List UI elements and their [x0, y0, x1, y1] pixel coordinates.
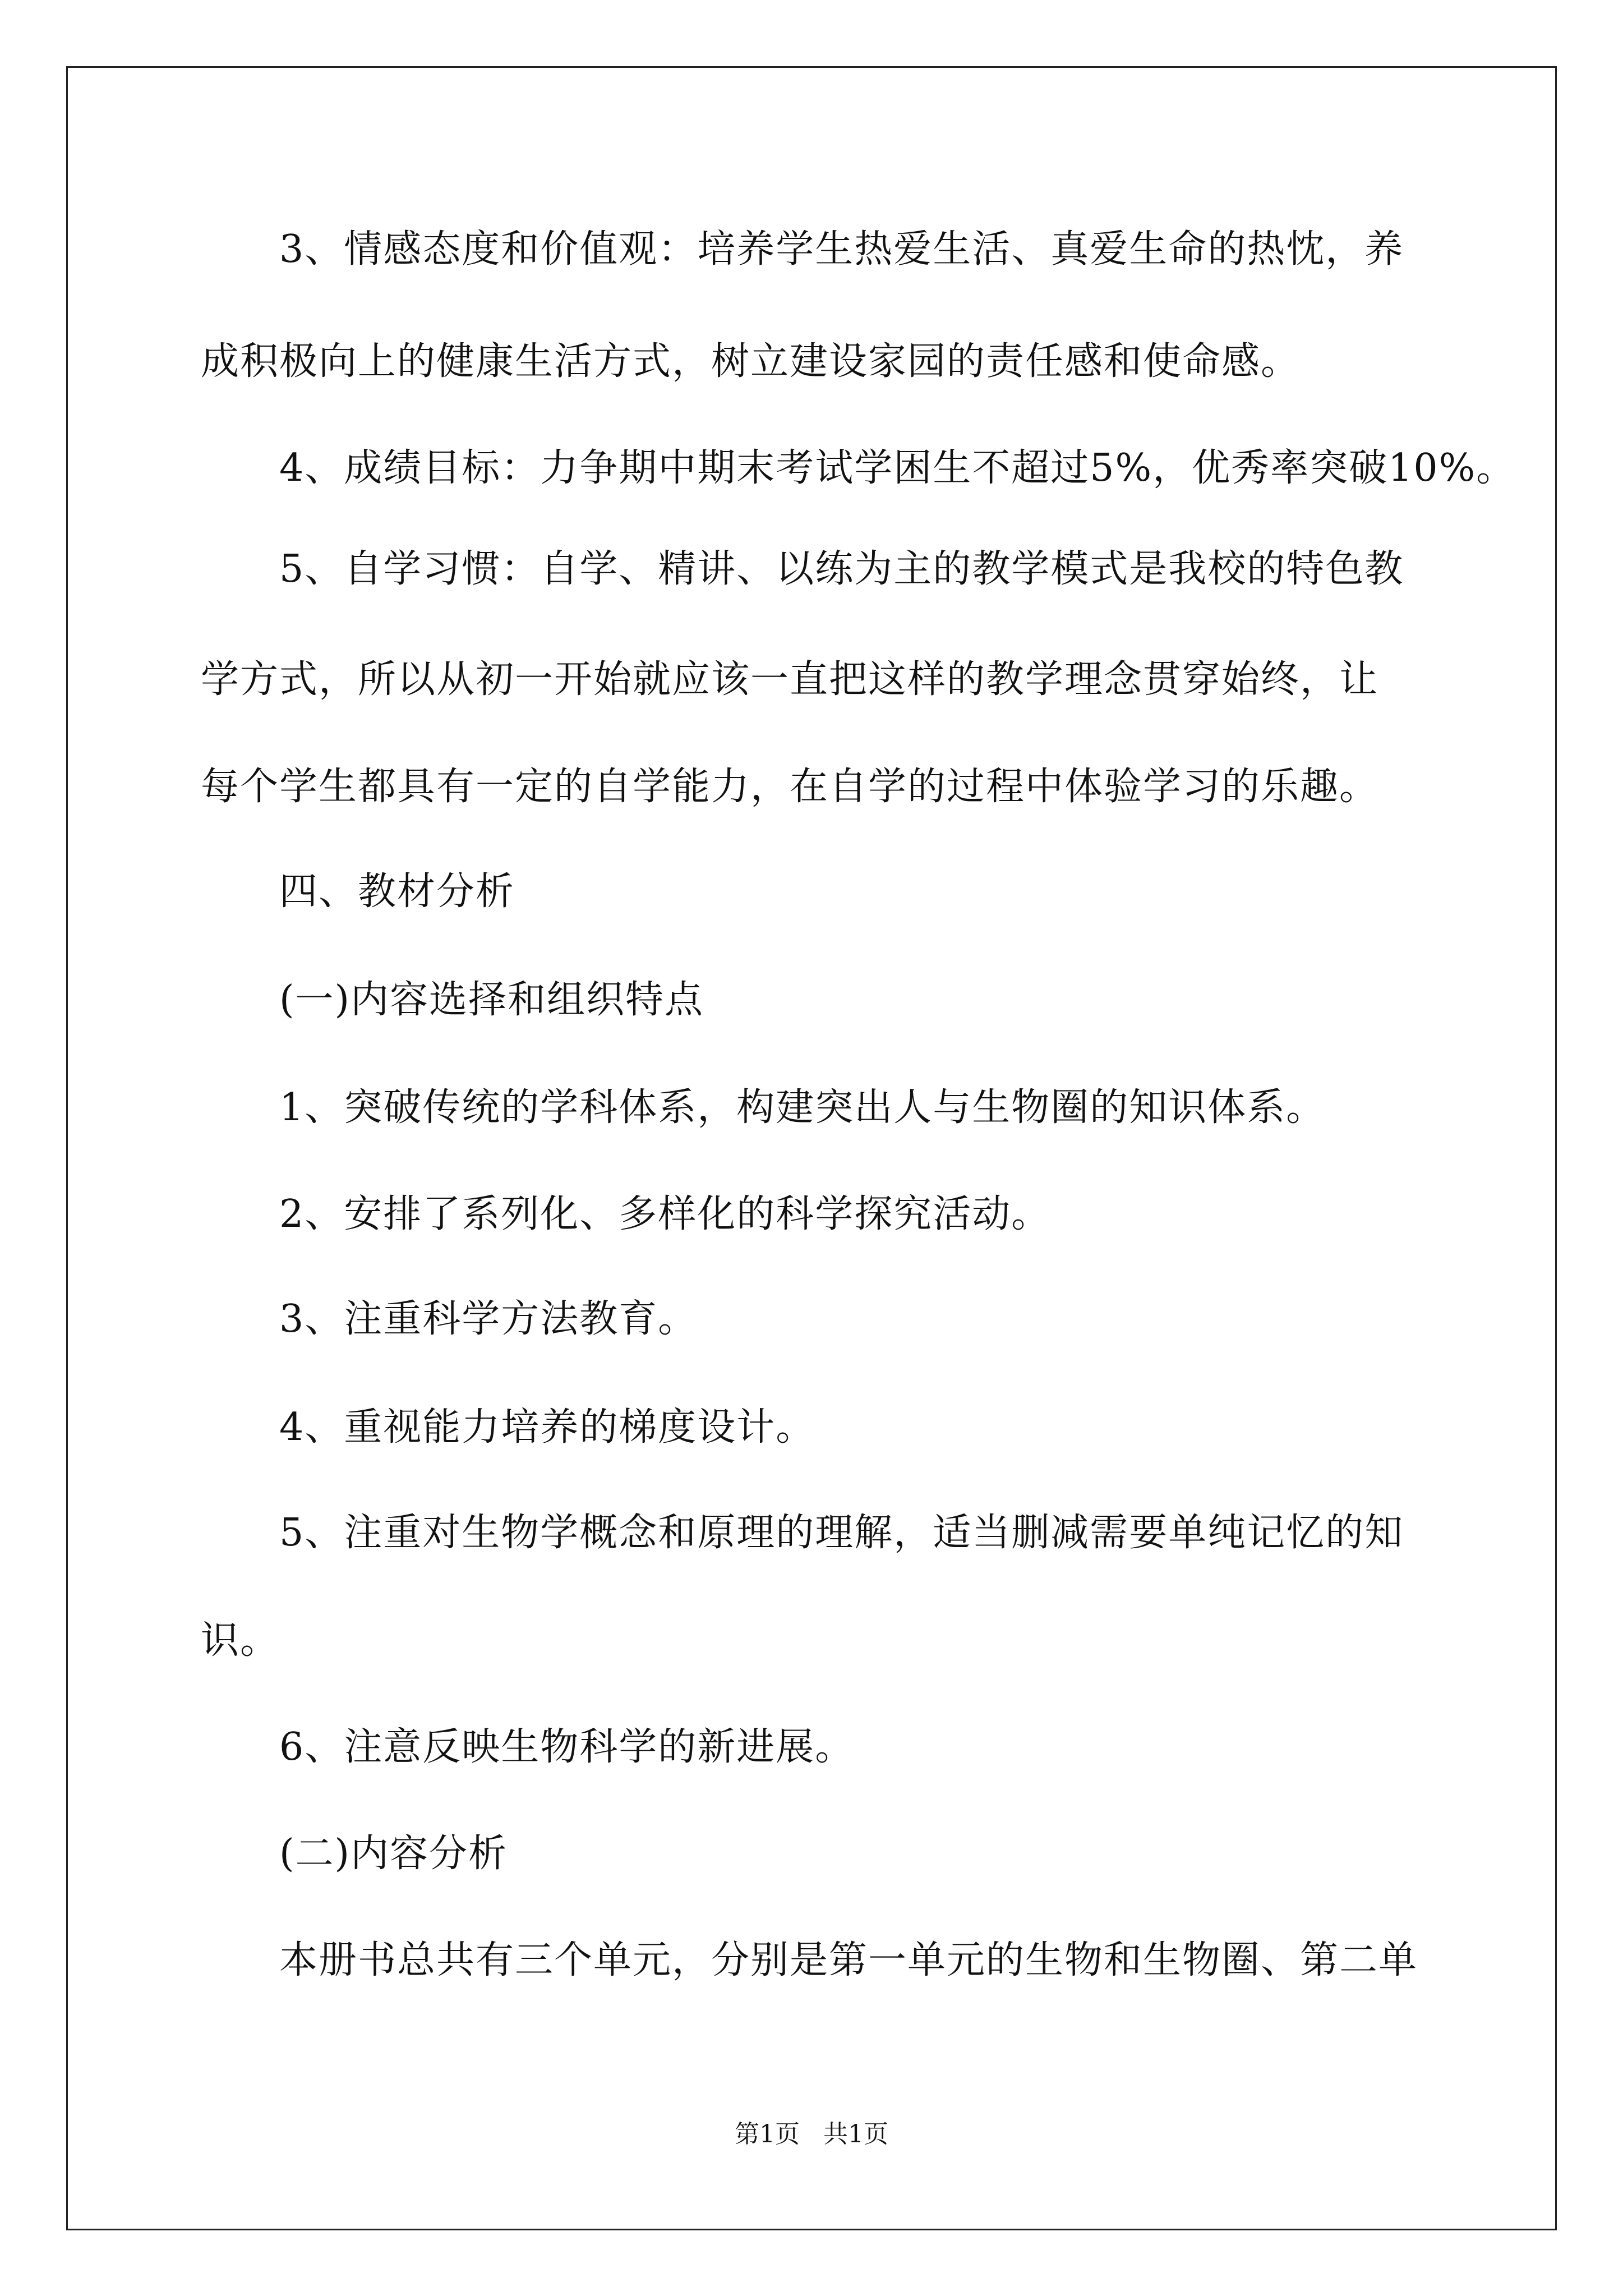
list-item-continuation: 识。	[201, 1618, 280, 1663]
paragraph-line: 4、成绩目标：力争期中期末考试学困生不超过5%，优秀率突破10%。	[279, 446, 1516, 490]
paragraph-line: 每个学生都具有一定的自学能力，在自学的过程中体验学习的乐趣。	[201, 765, 1379, 809]
subsection-heading: (二)内容分析	[279, 1832, 508, 1876]
page-footer: 第1页 共1页	[735, 2120, 888, 2148]
list-item: 4、重视能力培养的梯度设计。	[279, 1405, 815, 1450]
list-item: 2、安排了系列化、多样化的科学探究活动。	[279, 1192, 1051, 1236]
list-item: 3、注重科学方法教育。	[279, 1297, 698, 1341]
paragraph-line: 5、自学习惯：自学、精讲、以练为主的教学模式是我校的特色教	[279, 547, 1404, 591]
paragraph-line: 学方式，所以从初一开始就应该一直把这样的教学理念贯穿始终，让	[201, 657, 1379, 702]
page-border	[66, 66, 1557, 2230]
paragraph-line: 本册书总共有三个单元，分别是第一单元的生物和生物圈、第二单	[279, 1938, 1418, 1982]
list-item: 1、突破传统的学科体系，构建突出人与生物圈的知识体系。	[279, 1085, 1326, 1130]
section-heading: 四、教材分析	[279, 869, 515, 914]
list-item: 6、注意反映生物科学的新进展。	[279, 1725, 855, 1769]
list-item: 5、注重对生物学概念和原理的理解，适当删减需要单纯记忆的知	[279, 1511, 1404, 1555]
paragraph-line: 3、情感态度和价值观：培养学生热爱生活、真爱生命的热忱，养	[279, 227, 1404, 272]
subsection-heading: (一)内容选择和组织特点	[279, 978, 704, 1022]
paragraph-line: 成积极向上的健康生活方式，树立建设家园的责任感和使命感。	[201, 339, 1301, 384]
